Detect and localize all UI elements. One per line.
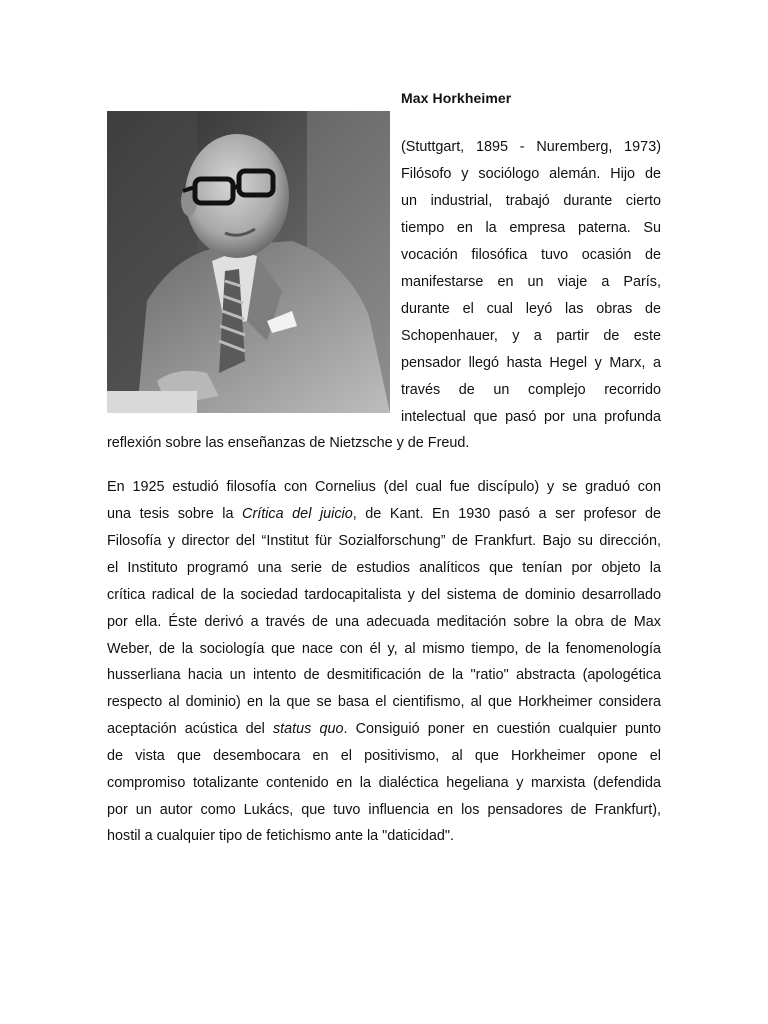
paragraph2-line: compromiso totalizante contenido en la dialéctica hegeliana y marxista (defendida [107, 775, 661, 791]
paragraph2-line: En 1925 estudió filosofía con Cornelius (del cual fue discípulo) y se graduó con [107, 479, 661, 495]
book-title-italic: Crítica del juicio [242, 506, 353, 522]
paragraph2-line [107, 719, 661, 739]
paragraph2-text: . Consiguió poner en cuestión cualquier punto [343, 721, 661, 737]
paragraph2-text: aceptación acústica del [107, 721, 273, 737]
paragraph1-line: reflexión sobre las enseñanzas de Nietzsche y de Freud. [107, 435, 470, 451]
paragraph1-line: un industrial, trabajó durante cierto [401, 193, 661, 209]
paragraph2-line: por ella. Éste derivó a través de una adecuada meditación sobre la obra de Max [107, 614, 661, 630]
paragraph2-line: crítica radical de la sociedad tardocapitalista y del sistema de dominio desarrollado [107, 587, 661, 603]
portrait-photo [107, 111, 390, 413]
paragraph2-line: por un autor como Lukács, que tuvo influencia en los pensadores de Frankfurt), [107, 802, 661, 818]
paragraph1-line: tiempo en la empresa paterna. Su [401, 220, 661, 236]
document-title: Max Horkheimer [401, 90, 512, 106]
paragraph1-line: pensador llegó hasta Hegel y Marx, a [401, 355, 661, 371]
paragraph1-line: durante el cual leyó las obras de [401, 301, 661, 317]
paragraph2-line: Filosofía y director del “Institut für Sozialforschung” de Frankfurt. Bajo su dirección, [107, 533, 661, 549]
paragraph1-line: (Stuttgart, 1895 - Nuremberg, 1973) [401, 139, 661, 155]
paragraph1-line: través de un complejo recorrido [401, 382, 661, 398]
paragraph2-line [107, 504, 661, 524]
paragraph1-line: vocación filosófica tuvo ocasión de [401, 247, 661, 263]
paragraph2-line: Weber, de la sociología que nace con él y, al mismo tiempo, de la fenomenología [107, 641, 661, 657]
paragraph2-text: , de Kant. En 1930 pasó a ser profesor de [352, 506, 661, 522]
status-quo-italic: status quo [272, 721, 344, 737]
paragraph1-line: intelectual que pasó por una profunda [401, 409, 661, 425]
paragraph1-line: Filósofo y sociólogo alemán. Hijo de [401, 166, 661, 182]
paragraph1-line: manifestarse en un viaje a París, [401, 274, 661, 290]
paragraph2-line: respecto al dominio) en la que se basa el cientifismo, al que Horkheimer considera [107, 694, 661, 710]
paragraph1-line: Schopenhauer, y a partir de este [401, 328, 661, 344]
paragraph2-text: una tesis sobre la [107, 506, 243, 522]
paragraph2-line: hostil a cualquier tipo de fetichismo ante la "daticidad". [107, 828, 454, 844]
paragraph2-line: husserliana hacia un intento de desmitificación de la "ratio" abstracta (apologética [107, 667, 661, 683]
paragraph2-line: de vista que desembocara en el positivismo, al que Horkheimer opone el [107, 748, 661, 764]
paragraph2-line: el Instituto programó una serie de estudios analíticos que tenían por objeto la [107, 560, 661, 576]
